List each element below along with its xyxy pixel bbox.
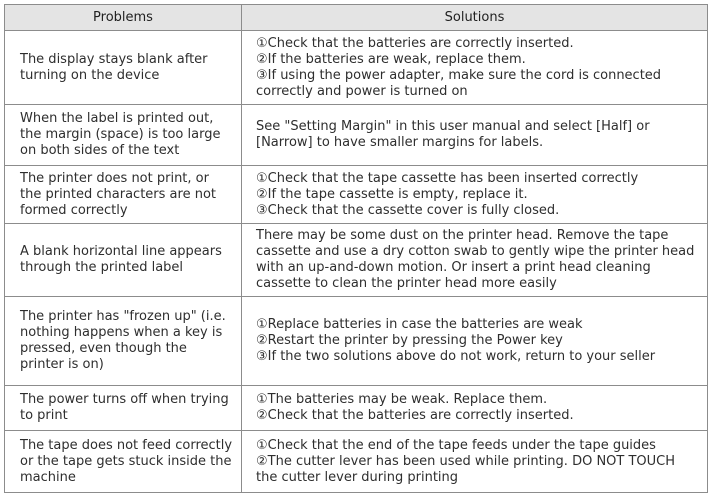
solution-line: ①Replace batteries in case the batteries are weak: [256, 317, 583, 332]
solution-line: ①Check that the tape cassette has been inserted correctly: [256, 170, 639, 186]
solution-line: ③If the two solutions above do not work, return to your seller: [256, 349, 656, 364]
table-row: [5, 224, 708, 297]
problem-cell: The display stays blank after turning on the device: [5, 31, 242, 105]
problem-cell: The power turns off when trying to print: [5, 386, 242, 431]
problem-cell: The printer does not print, or the printed characters are not formed correctly: [5, 166, 242, 224]
solution-line: ①Check that the batteries are correctly inserted.: [256, 35, 574, 51]
solution-line: ③Check that the cassette cover is fully closed.: [256, 202, 560, 218]
solution-line: ③If using the power adapter, make sure the cord is connected correctly and power is turned on: [256, 67, 662, 99]
problem-cell: A blank horizontal line appears through the printed label: [5, 224, 242, 297]
problem-cell: The printer has "frozen up" (i.e. nothing happens when a key is pressed, even though the printer is on): [5, 297, 242, 386]
solution-line: ②If the batteries are weak, replace them.: [256, 51, 526, 67]
problem-cell: When the label is printed out, the margin (space) is too large on both sides of the text: [5, 105, 242, 166]
solution-line: ②If the tape cassette is empty, replace it.: [256, 186, 528, 202]
table-row: [5, 31, 708, 105]
solution-cell: [242, 166, 708, 224]
solution-line: ②Restart the printer by pressing the Power key: [256, 333, 563, 348]
solution-cell: [242, 224, 708, 297]
solution-cell: [242, 105, 708, 166]
table-row: [5, 431, 708, 493]
problems-header: Problems: [5, 5, 242, 31]
problem-cell: The tape does not feed correctly or the tape gets stuck inside the machine: [5, 431, 242, 493]
solution-cell: [242, 297, 708, 386]
table-row: [5, 105, 708, 166]
table-row: [5, 166, 708, 224]
solution-cell: [242, 386, 708, 431]
solutions-header: Solutions: [242, 5, 708, 31]
table-row: [5, 386, 708, 431]
solution-cell: [242, 31, 708, 105]
solution-line: ②The cutter lever has been used while printing. DO NOT TOUCH the cutter lever during printing: [256, 453, 676, 485]
solution-line: ②Check that the batteries are correctly inserted.: [256, 408, 574, 423]
solution-line: There may be some dust on the printer head. Remove the tape cassette and use a dry cotton swab to gently wipe the printer head with an up-and-down motion. Or insert a print head cleaning cassette to clean the printer head more easily: [256, 228, 695, 291]
solution-cell: [242, 431, 708, 493]
table-row: [5, 297, 708, 386]
solution-line: ①The batteries may be weak. Replace them.: [256, 392, 548, 407]
table-header-row: [5, 5, 708, 31]
solution-line: ①Check that the end of the tape feeds under the tape guides: [256, 437, 656, 453]
solution-line: See "Setting Margin" in this user manual and select [Half] or [Narrow] to have smaller margins for labels.: [256, 119, 650, 150]
troubleshooting-table: [4, 4, 708, 493]
